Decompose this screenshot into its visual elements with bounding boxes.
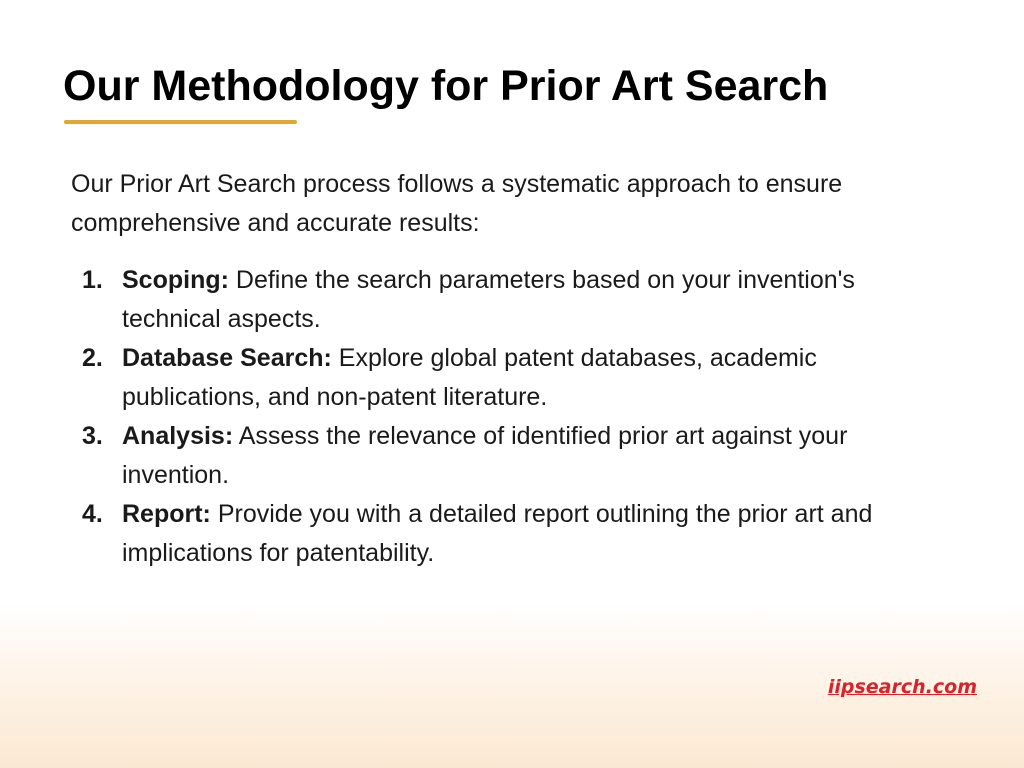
step-label: Scoping:	[122, 266, 229, 294]
list-item	[71, 339, 951, 417]
methodology-steps-list	[71, 261, 951, 573]
step-label: Database Search:	[122, 344, 332, 372]
list-item	[71, 495, 951, 573]
step-label: Report:	[122, 500, 211, 528]
website-link[interactable]: iipsearch.com	[827, 676, 977, 698]
step-text: Assess the relevance of identified prior art against your invention.	[122, 422, 848, 489]
intro-paragraph: Our Prior Art Search process follows a systematic approach to ensure comprehensive and accurate results:	[71, 170, 843, 237]
step-text: Provide you with a detailed report outlining the prior art and implications for patentability.	[122, 500, 873, 567]
step-number: 1.	[82, 266, 103, 294]
step-label: Analysis:	[122, 422, 234, 450]
slide-title: Our Methodology for Prior Art Search	[63, 62, 829, 110]
step-number: 2.	[82, 344, 103, 372]
step-text: Explore global patent databases, academic publications, and non-patent literature.	[122, 344, 817, 411]
list-item	[71, 417, 951, 495]
list-item	[71, 261, 951, 339]
title-underline	[64, 120, 297, 124]
step-number: 4.	[82, 500, 103, 528]
step-number: 3.	[82, 422, 103, 450]
step-text: Define the search parameters based on your invention's technical aspects.	[122, 266, 855, 333]
